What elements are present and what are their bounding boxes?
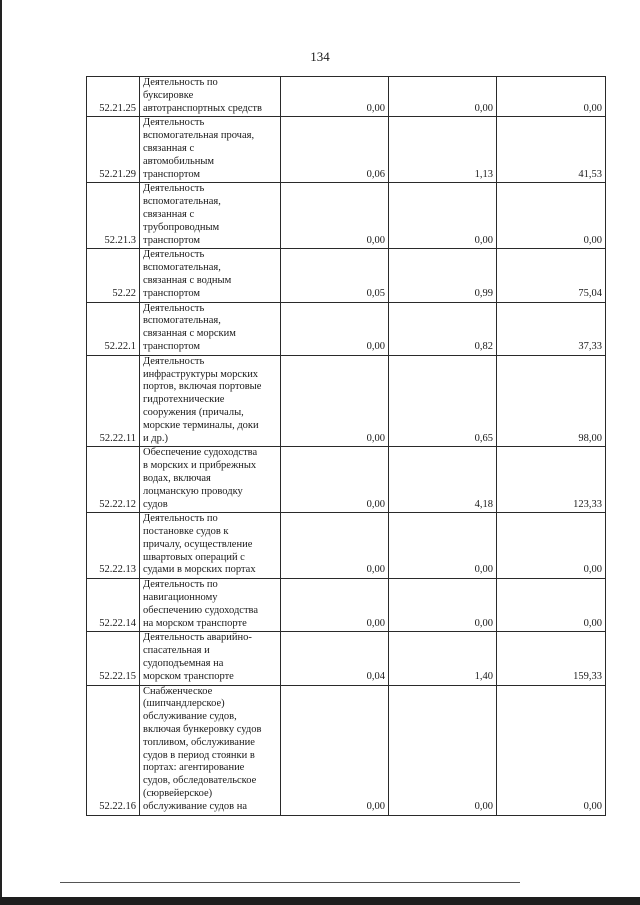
table-row bbox=[87, 183, 606, 249]
value-column-3: 0,00 bbox=[497, 183, 606, 249]
description-line: Деятельность bbox=[143, 117, 205, 129]
table-row bbox=[87, 447, 606, 513]
description-line: и др.) bbox=[143, 432, 168, 444]
value-column-1: 0,05 bbox=[281, 249, 389, 302]
value-column-3: 123,33 bbox=[497, 447, 606, 513]
value-column-2: 0,82 bbox=[389, 302, 497, 355]
description-line: швартовых операций с bbox=[143, 551, 245, 563]
description-line: трубопроводным bbox=[143, 221, 220, 233]
description-line: включая бункеровку судов bbox=[143, 724, 262, 736]
description-line: инфраструктуры морских bbox=[143, 368, 259, 380]
description-line: судов bbox=[143, 498, 168, 510]
activity-code: 52.22.14 bbox=[87, 579, 140, 632]
value-column-1: 0,00 bbox=[281, 302, 389, 355]
value-column-1: 0,00 bbox=[281, 77, 389, 117]
description-line: судов в период стоянки в bbox=[143, 749, 255, 761]
description-line: автомобильным bbox=[143, 155, 215, 167]
description-line: обеспечению судоходства bbox=[143, 604, 259, 616]
value-column-1: 0,00 bbox=[281, 513, 389, 579]
activity-description bbox=[140, 685, 281, 815]
description-line: обслуживание судов, bbox=[143, 711, 237, 723]
description-line: Деятельность bbox=[143, 183, 205, 195]
description-line: вспомогательная, bbox=[143, 262, 221, 274]
description-line: морском транспорте bbox=[143, 670, 234, 682]
value-column-3: 159,33 bbox=[497, 632, 606, 685]
description-line: обслуживание судов на bbox=[143, 800, 248, 812]
description-line: на морском транспорте bbox=[143, 617, 247, 629]
description-line: спасательная и bbox=[143, 645, 210, 657]
description-line: Обеспечение судоходства bbox=[143, 447, 258, 459]
description-line: судов, обследовательское bbox=[143, 775, 257, 787]
table-row bbox=[87, 249, 606, 302]
activity-description bbox=[140, 447, 281, 513]
scan-left-edge bbox=[0, 0, 2, 905]
description-line: (шипчандлерское) bbox=[143, 698, 225, 710]
value-column-2: 0,00 bbox=[389, 183, 497, 249]
value-column-3: 98,00 bbox=[497, 355, 606, 447]
description-line: (сюрвейерское) bbox=[143, 788, 213, 800]
value-column-1: 0,00 bbox=[281, 183, 389, 249]
table-row bbox=[87, 579, 606, 632]
description-line: судоподъемная на bbox=[143, 658, 224, 670]
description-line: вспомогательная прочая, bbox=[143, 130, 255, 142]
description-line: судами в морских портах bbox=[143, 564, 256, 576]
description-line: причалу, осуществление bbox=[143, 538, 253, 550]
page-number: 134 bbox=[310, 49, 330, 64]
table-row bbox=[87, 632, 606, 685]
value-column-2: 0,00 bbox=[389, 685, 497, 815]
description-line: Деятельность аварийно- bbox=[143, 632, 252, 644]
description-line: Деятельность по bbox=[143, 579, 218, 591]
value-column-1: 0,00 bbox=[281, 579, 389, 632]
description-line: связанная с bbox=[143, 142, 195, 154]
value-column-3: 0,00 bbox=[497, 77, 606, 117]
activity-code: 52.22.1 bbox=[87, 302, 140, 355]
activity-description bbox=[140, 632, 281, 685]
value-column-1: 0,00 bbox=[281, 447, 389, 513]
description-line: транспортом bbox=[143, 287, 201, 299]
description-line: связанная с морским bbox=[143, 328, 236, 340]
scan-bottom-edge bbox=[0, 897, 640, 905]
description-line: топливом, обслуживание bbox=[143, 736, 255, 748]
value-column-1: 0,00 bbox=[281, 355, 389, 447]
description-line: портов, включая портовые bbox=[143, 381, 262, 393]
description-line: водах, включая bbox=[143, 472, 211, 484]
description-line: буксировке bbox=[143, 89, 194, 101]
activity-code: 52.22 bbox=[87, 249, 140, 302]
value-column-2: 1,13 bbox=[389, 117, 497, 183]
footer-rule bbox=[60, 882, 520, 883]
value-column-2: 0,00 bbox=[389, 579, 497, 632]
table-row bbox=[87, 513, 606, 579]
activity-description bbox=[140, 183, 281, 249]
table-row bbox=[87, 117, 606, 183]
value-column-1: 0,00 bbox=[281, 685, 389, 815]
activity-description bbox=[140, 579, 281, 632]
description-line: вспомогательная, bbox=[143, 315, 221, 327]
description-line: Деятельность bbox=[143, 249, 205, 261]
description-line: транспортом bbox=[143, 340, 201, 352]
table-row bbox=[87, 77, 606, 117]
value-column-2: 1,40 bbox=[389, 632, 497, 685]
description-line: морские терминалы, доки bbox=[143, 419, 259, 431]
value-column-2: 0,00 bbox=[389, 513, 497, 579]
description-line: Деятельность bbox=[143, 355, 205, 367]
value-column-2: 0,99 bbox=[389, 249, 497, 302]
description-line: транспортом bbox=[143, 234, 201, 246]
activity-code: 52.22.15 bbox=[87, 632, 140, 685]
activity-code: 52.22.13 bbox=[87, 513, 140, 579]
activity-description bbox=[140, 513, 281, 579]
description-line: навигационному bbox=[143, 592, 218, 604]
activity-description bbox=[140, 117, 281, 183]
description-line: связанная с водным bbox=[143, 274, 232, 286]
description-line: Деятельность по bbox=[143, 77, 218, 88]
description-line: связанная с bbox=[143, 208, 195, 220]
description-line: Деятельность bbox=[143, 302, 205, 314]
description-line: вспомогательная, bbox=[143, 196, 221, 208]
table-row bbox=[87, 302, 606, 355]
description-line: лоцманскую проводку bbox=[143, 485, 243, 497]
activity-code: 52.22.16 bbox=[87, 685, 140, 815]
activity-code: 52.21.29 bbox=[87, 117, 140, 183]
description-line: гидротехнические bbox=[143, 394, 225, 406]
value-column-3: 0,00 bbox=[497, 685, 606, 815]
activity-description bbox=[140, 302, 281, 355]
activity-code: 52.21.25 bbox=[87, 77, 140, 117]
value-column-3: 75,04 bbox=[497, 249, 606, 302]
activity-description bbox=[140, 249, 281, 302]
activity-description bbox=[140, 77, 281, 117]
activity-code: 52.21.3 bbox=[87, 183, 140, 249]
activity-code: 52.22.11 bbox=[87, 355, 140, 447]
value-column-3: 41,53 bbox=[497, 117, 606, 183]
description-line: постановке судов к bbox=[143, 526, 229, 538]
value-column-3: 37,33 bbox=[497, 302, 606, 355]
value-column-1: 0,04 bbox=[281, 632, 389, 685]
value-column-2: 0,65 bbox=[389, 355, 497, 447]
description-line: Снабженческое bbox=[143, 685, 213, 697]
description-line: Деятельность по bbox=[143, 513, 218, 525]
table-row bbox=[87, 685, 606, 815]
activity-code: 52.22.12 bbox=[87, 447, 140, 513]
description-line: в морских и прибрежных bbox=[143, 460, 257, 472]
value-column-3: 0,00 bbox=[497, 513, 606, 579]
table-row bbox=[87, 355, 606, 447]
description-line: транспортом bbox=[143, 168, 201, 180]
activity-description bbox=[140, 355, 281, 447]
value-column-2: 0,00 bbox=[389, 77, 497, 117]
description-line: портах: агентирование bbox=[143, 762, 245, 774]
description-line: автотранспортных средств bbox=[143, 102, 262, 114]
activity-table bbox=[86, 76, 606, 816]
value-column-1: 0,06 bbox=[281, 117, 389, 183]
value-column-2: 4,18 bbox=[389, 447, 497, 513]
description-line: сооружения (причалы, bbox=[143, 406, 244, 418]
value-column-3: 0,00 bbox=[497, 579, 606, 632]
